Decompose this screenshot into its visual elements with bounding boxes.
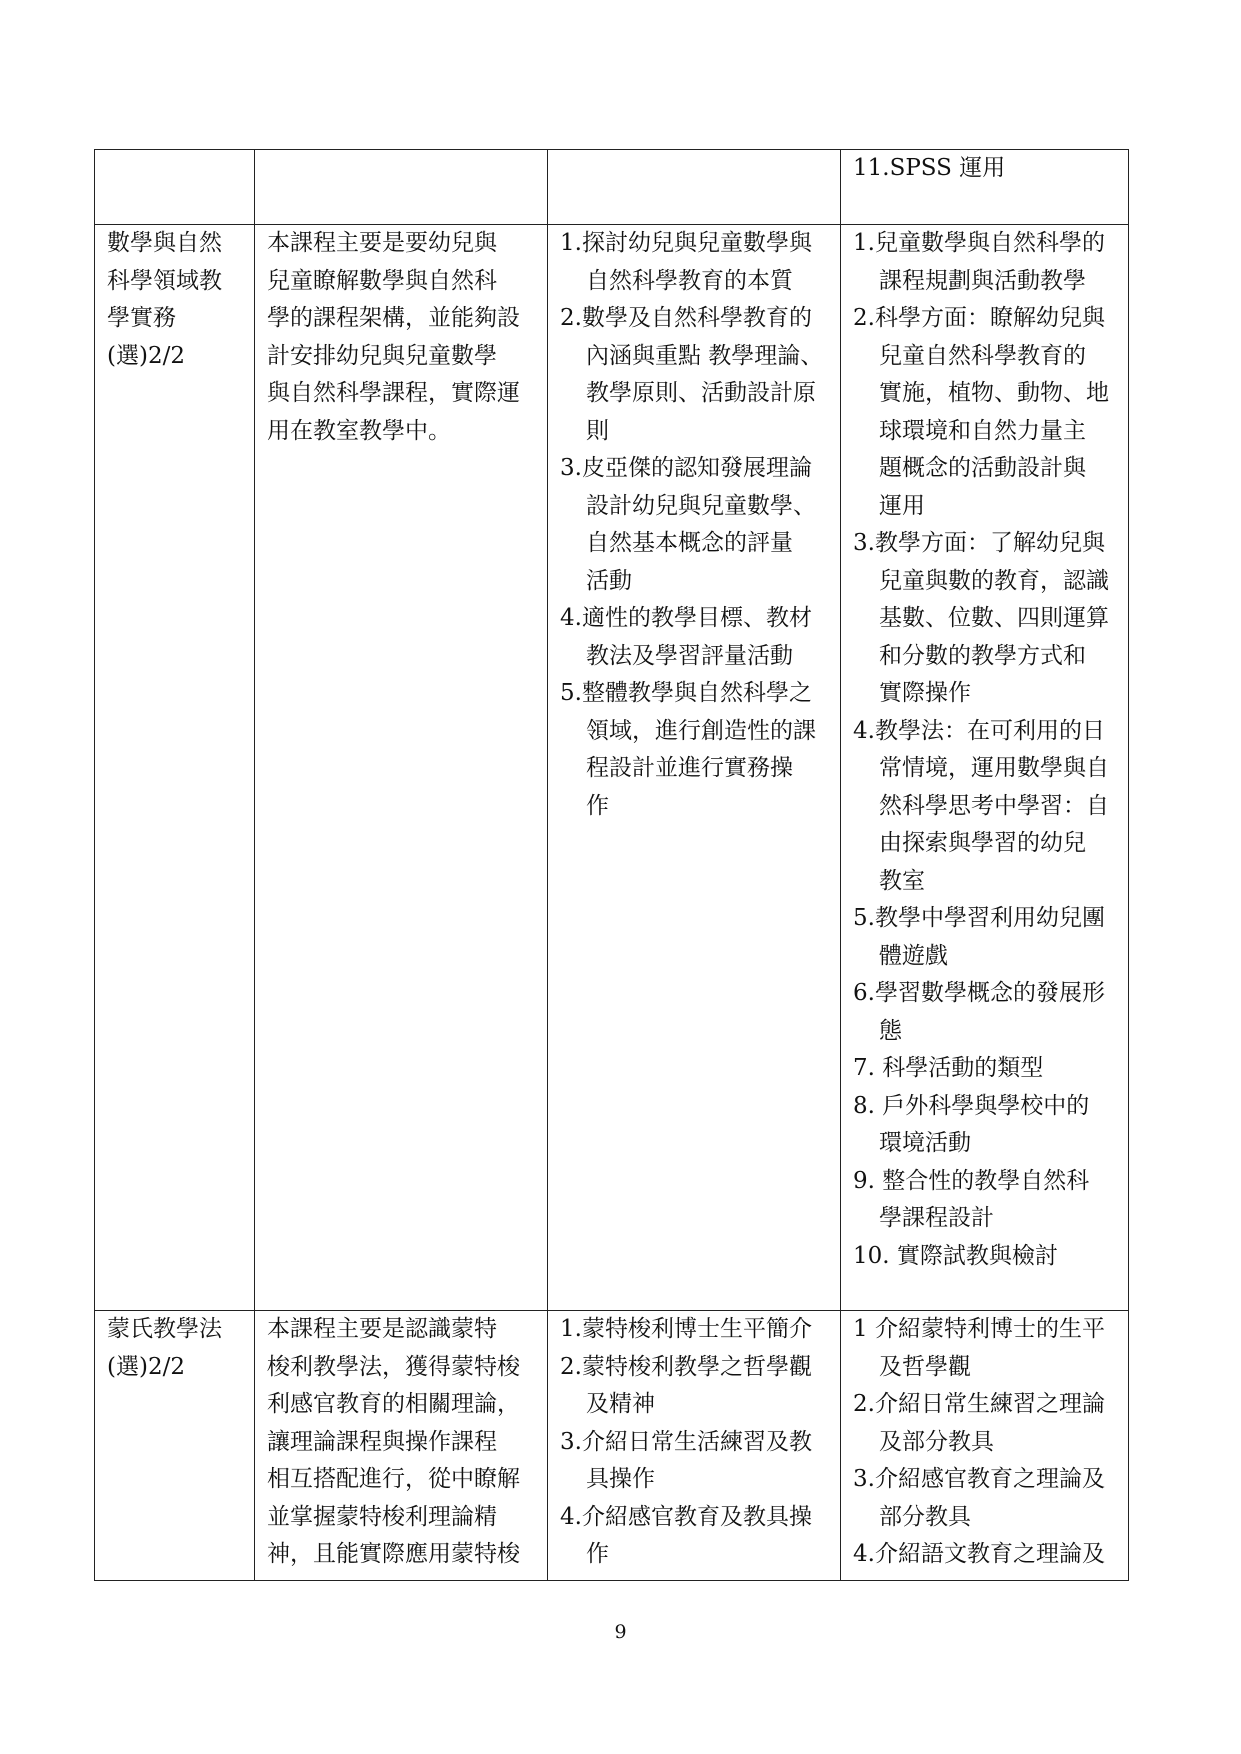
list-item [853, 1163, 1120, 1238]
course-name-line: 學實務 [107, 305, 176, 331]
list-item-line: 自然科學教育的本質 [586, 267, 793, 294]
list-item-line: 7. 科學活動的類型 [853, 1055, 1044, 1081]
list-item-line: 球環境和自然力量主 [879, 417, 1086, 444]
list-item-line: 2.數學及自然科學教育的 [560, 305, 812, 331]
list-item-line: 教法及學習評量活動 [586, 642, 793, 669]
list-item-line: 實際操作 [879, 680, 971, 706]
list-item [853, 975, 1120, 1050]
list-item [853, 1088, 1120, 1163]
course-name-line: 科學領域教 [107, 267, 222, 294]
list-item-line: 兒童自然科學教育的 [879, 342, 1086, 369]
course-name-line: (選)2/2 [107, 1353, 185, 1380]
list-item-line: 4.介紹感官教育及教具操 [560, 1503, 812, 1530]
list-item [853, 1536, 1120, 1574]
list-item-line: 1 介紹蒙特利博士的生平 [853, 1316, 1105, 1342]
list-item-line: 及部分教具 [879, 1428, 994, 1455]
list-item-line: 8. 戶外科學與學校中的 [853, 1092, 1090, 1119]
list-item [853, 713, 1120, 901]
list-item-line: 題概念的活動設計與 [879, 455, 1086, 481]
content-cell [841, 150, 1129, 225]
list-item-line: 作 [586, 1541, 609, 1567]
list-item-line: 3.教學方面：了解幼兒與 [853, 530, 1105, 556]
table-row [95, 225, 1129, 1311]
list-item-line: 作 [586, 792, 609, 819]
description-line: 計安排幼兒與兒童數學 [267, 342, 497, 369]
list-item [560, 1424, 832, 1499]
list-item-line: 及哲學觀 [879, 1353, 971, 1380]
course-name-cell [95, 150, 255, 225]
list-item-line: 6.學習數學概念的發展形 [853, 980, 1105, 1006]
list-item [560, 1311, 832, 1349]
list-item [853, 1311, 1120, 1386]
list-item-line: 5.教學中學習利用幼兒團 [853, 905, 1105, 931]
list-item-line: 環境活動 [879, 1130, 971, 1156]
description-line: 與自然科學課程，實際運 [267, 380, 520, 406]
list-item-line: 常情境，運用數學與自 [879, 755, 1109, 781]
list-item-line: 和分數的教學方式和 [879, 642, 1086, 669]
list-item [560, 300, 832, 450]
objectives-cell [548, 225, 841, 1311]
course-name-cell [95, 1311, 255, 1581]
curriculum-table [94, 149, 1129, 1581]
list-item [560, 450, 832, 600]
objectives-cell [548, 150, 841, 225]
list-item-line: 態 [879, 1017, 902, 1044]
list-item [853, 900, 1120, 975]
content-cell [841, 225, 1129, 1311]
course-name-cell [95, 225, 255, 1311]
list-item [560, 675, 832, 825]
list-item-line: 由探索與學習的幼兒 [879, 830, 1086, 856]
list-item [560, 600, 832, 675]
list-item-line: 教學原則、活動設計原 [586, 380, 816, 406]
content-cell [841, 1311, 1129, 1581]
list-item-line: 3.介紹日常生活練習及教 [560, 1428, 812, 1455]
course-name-line: (選)2/2 [107, 342, 185, 369]
list-item-line: 1.兒童數學與自然科學的 [853, 230, 1105, 256]
objectives-cell [548, 1311, 841, 1581]
list-item [853, 1386, 1120, 1461]
list-item-line: 10. 實際試教與檢討 [853, 1242, 1058, 1269]
course-name-line: 數學與自然 [107, 230, 222, 256]
list-item-line: 3.皮亞傑的認知發展理論 [560, 455, 812, 481]
list-item-line: 4.適性的教學目標、教材 [560, 605, 812, 631]
list-item [853, 525, 1120, 713]
list-item-line: 4.教學法：在可利用的日 [853, 717, 1105, 744]
list-item-line: 領域，進行創造性的課 [586, 717, 816, 744]
list-item-line: 9. 整合性的教學自然科 [853, 1167, 1090, 1194]
course-name-line: 蒙氏教學法 [107, 1316, 222, 1342]
list-item-line: 活動 [586, 567, 632, 594]
list-item [560, 225, 832, 300]
list-item-line: 具操作 [586, 1466, 655, 1492]
list-item-line: 1.探討幼兒與兒童數學與 [560, 230, 812, 256]
description-line: 梭利教學法，獲得蒙特梭 [267, 1353, 520, 1380]
list-item-line: 實施，植物、動物、地 [879, 380, 1109, 406]
list-item-line: 程設計並進行實務操 [586, 755, 793, 781]
list-item-line: 然科學思考中學習：自 [879, 792, 1109, 819]
description-cell [255, 150, 548, 225]
description-line: 本課程主要是要幼兒與 [267, 230, 497, 256]
list-item-line: 3.介紹感官教育之理論及 [853, 1466, 1105, 1492]
list-item-line: 部分教具 [879, 1503, 971, 1530]
list-item [560, 1349, 832, 1424]
list-item-line: 則 [586, 417, 609, 444]
list-item-line: 運用 [879, 492, 925, 519]
list-item-line: 體遊戲 [879, 942, 948, 969]
list-item [853, 225, 1120, 300]
content-item: 11.SPSS 運用 [853, 155, 1006, 181]
list-item [853, 1050, 1120, 1088]
list-item [853, 300, 1120, 525]
table-row [95, 150, 1129, 225]
list-item-line: 學課程設計 [879, 1205, 994, 1231]
list-item-line: 4.介紹語文教育之理論及 [853, 1541, 1105, 1567]
list-item-line: 2.科學方面：瞭解幼兒與 [853, 305, 1105, 331]
description-line: 本課程主要是認識蒙特 [267, 1316, 497, 1342]
description-line: 用在教室教學中。 [267, 417, 451, 444]
list-item-line: 1.蒙特梭利博士生平簡介 [560, 1316, 812, 1342]
list-item-line: 及精神 [586, 1391, 655, 1417]
description-cell [255, 225, 548, 1311]
description-line: 學的課程架構，並能夠設 [267, 305, 520, 331]
list-item-line: 2.介紹日常生練習之理論 [853, 1391, 1105, 1417]
description-line: 相互搭配進行，從中瞭解 [267, 1466, 520, 1492]
list-item-line: 基數、位數、四則運算 [879, 605, 1109, 631]
list-item-line: 自然基本概念的評量 [586, 530, 793, 556]
list-item-line: 5.整體教學與自然科學之 [560, 680, 812, 706]
list-item-line: 設計幼兒與兒童數學、 [586, 492, 816, 519]
description-line: 兒童瞭解數學與自然科 [267, 267, 497, 294]
list-item-line: 2.蒙特梭利教學之哲學觀 [560, 1353, 812, 1380]
list-item-line: 教室 [879, 867, 925, 894]
description-line: 並掌握蒙特梭利理論精 [267, 1503, 497, 1530]
list-item-line: 內涵與重點 教學理論、 [586, 342, 824, 369]
table-row [95, 1311, 1129, 1581]
description-cell [255, 1311, 548, 1581]
list-item [853, 1238, 1120, 1276]
description-line: 讓理論課程與操作課程 [267, 1428, 497, 1455]
list-item [560, 1499, 832, 1574]
list-item-line: 兒童與數的教育，認識 [879, 567, 1109, 594]
description-line: 神，且能實際應用蒙特梭 [267, 1541, 520, 1567]
page-number: 9 [614, 1621, 627, 1643]
list-item-line: 課程規劃與活動教學 [879, 267, 1086, 294]
list-item [853, 1461, 1120, 1536]
description-line: 利感官教育的相關理論， [267, 1391, 520, 1417]
